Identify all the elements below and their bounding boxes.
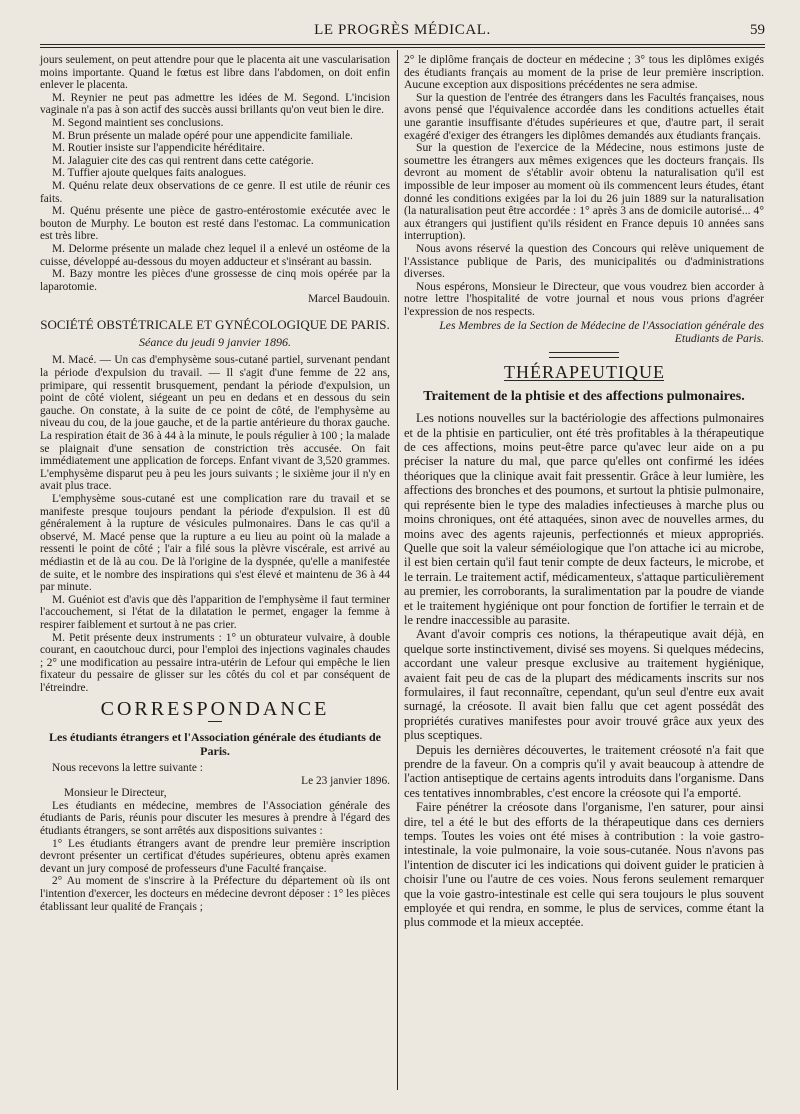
paragraph: M. Delorme présente un malade chez lequel il a enlevé un ostéome de la cuisse, développé au-dessous du moyen adducteur et s'insérant au bassin. (40, 242, 390, 268)
paragraph: Faire pénétrer la créosote dans l'organisme, l'en saturer, pour ainsi dire, tel a été le but des efforts de la thérapeutique dans ces derniers temps. Toutes les voies ont été mises à contribution : la voie gastro-intestinale, la voie pulmonaire, la voie sous-cutanée. Nous n'avons pas l'intention de discuter ici les indications qui doivent guider le praticien à choisir l'une ou l'autre de ces voies. Nous ferons seulement remarquer que la voie gastro-intestinale est celle qui sera toujours le plus souvent employée et qui rendra, en somme, le plus de services, comme étant la plus commode et la mieux acceptée. (404, 800, 764, 930)
journal-title: LE PROGRÈS MÉDICAL. (314, 22, 491, 38)
section-heading: CORRESPONDANCE (100, 697, 330, 720)
header-rule (40, 44, 765, 45)
article-title: Les étudiants étrangers et l'Association générale des étudiants de Paris. (49, 730, 381, 759)
paragraph: M. Brun présente un malade opéré pour une appendicite familiale. (52, 129, 353, 142)
page-header (40, 20, 765, 42)
paragraph: M. Quénu relate deux observations de ce genre. Il est utile de réunir ces faits. (40, 179, 390, 205)
paragraph: M. Quénu présente une pièce de gastro-entérostomie exécutée avec le bouton de Murphy. Le bouton est resté dans l'estomac. La communication est très libre. (40, 205, 390, 243)
therapeutics-article (404, 411, 764, 930)
right-column (404, 54, 764, 930)
section-heading: THÉRAPEUTIQUE (504, 361, 665, 382)
left-column (40, 54, 390, 913)
paragraph: 2° le diplôme français de docteur en médecine ; 3° tous les diplômes exigés des étudiants français au moment de la prise de leur première inscription. Aucune exception aux dispositions précédentes ne sera admise. (404, 53, 764, 92)
paragraph: Depuis les dernières découvertes, le traitement créosoté n'a fait que prendre de la faveur. On a compris qu'il y avait beaucoup à attendre de l'action antiseptique de certains agents introduits dans l'organisme. Dans ces tentatives innombrables, c'est encore la créosote qui l'a emporté. (404, 742, 764, 800)
paragraph: M. Reynier ne peut pas admettre les idées de M. Segond. L'incision vaginale n'a pas à son actif des succès aussi brillants qu'on veut bien le dire. (40, 91, 390, 117)
section-heading: SOCIÉTÉ OBSTÉTRICALE ET GYNÉCOLOGIQUE DE PARIS. (40, 316, 390, 332)
paragraph: Sur la question de l'exercice de la Médecine, nous estimons juste de soumettre les étrangers aux mêmes exigences que les docteurs français. Ils devront au moment de s'établir avoir obtenu la naturalisation qu'il est impossible de leur imposer au moment où ils commencent leurs études, étant donné les conditions exigées par la loi du 26 juin 1889 sur la naturalisation (la naturalisation peut être accordée : 1° après 3 ans de domicile autorisé... 4° aux étrangers qui justifient qu'ils résident en France depuis 10 années sans interruption). (404, 141, 764, 243)
paragraph: Avant d'avoir compris ces notions, la thérapeutique avait déjà, en quelque sorte instinctivement, divisé ses moyens. Si quelques médecins, accordant une valeur presque exclusive au traitement hygiénique, avaient fait peu de cas de la plupart des médicaments inscrits sur nos formulaires, il faut reconnaître, cependant, qu'un seul d'entre eux avait surnagé, la créosote. Il avait bien fallu que cet agent possédât des propriétés curatives manifestes pour avoir trouvé grâce aux yeux des plus sceptiques. (404, 627, 764, 743)
page-number: 59 (750, 22, 765, 38)
paragraph: M. Jalaguier cite des cas qui rentrent dans cette catégorie. (52, 154, 314, 167)
session-date: Séance du jeudi 9 janvier 1896. (139, 334, 291, 349)
paragraph: Les étudiants en médecine, membres de l'Association générale des étudiants de Paris, réunis pour discuter les mesures à prendre à l'égard des étudiants étrangers, se sont arrêtés aux dispositions suivantes : (40, 799, 390, 838)
paragraph: M. Petit présente deux instruments : 1° un obturateur vulvaire, à double courant, en caoutchouc durci, pour l'emploi des injections vaginales chaudes ; 2° une modification au pessaire intra-utérin de Lefour qui empêche le lien fixateur du pessaire de glisser sur les côtés du col et par conséquent de l'étreindre. (40, 631, 390, 694)
paragraph: M. Guéniot est d'avis que dès l'apparition de l'emphysème il faut terminer l'accouchement, si l'état de la dilatation le permet, engager la femme à respirer faiblement et surtout à ne pas crier. (40, 593, 390, 631)
paragraph: 1° Les étudiants étrangers avant de prendre leur première inscription devront présenter un certificat d'études supérieures, obtenu après examen devant un jury composé de professeurs d'une Faculté française. (40, 837, 390, 875)
paragraph: M. Macé. — Un cas d'emphysème sous-cutané partiel, survenant pendant la période d'expulsion du travail. — Il s'agit d'une femme de 22 ans, primipare, qui ressentit brusquement, pendant la période d'expulsion, un point de côté violent, siégeant un peu en dedans et en dessous du sein gauche. On constate, à la suite de ce point de côté, de l'emphysème au niveau du cou, de la joue gauche, et de la partie antérieure du thorax gauche. La respiration était de 36 à 44 à la minute, le pouls régulier à 100 ; la malade se plaignait d'une sensation de constriction très accusée. On fait immédiatement une application de forceps. Enfant vivant de 3,520 grammes. L'emphysème disparut peu à peu les jours suivants ; le sixième jour il n'y en avait plus trace. (40, 354, 390, 493)
heading-rule (208, 721, 222, 722)
paragraph: Sur la question de l'entrée des étrangers dans les Facultés françaises, nous avons pensé que l'équivalence accordée dans les conditions actuelles était une garantie insuffisante d'études supérieures et que, d'autre part, il serait exagéré d'exiger des étrangers les diplômes demandés aux étudiants français. (404, 90, 764, 142)
article-title: Traitement de la phtisie et des affections pulmonaires. (423, 389, 745, 405)
paragraph: M. Routier insiste sur l'appendicite héréditaire. (52, 142, 265, 155)
paragraph: Nous avons réservé la question des Concours qui relève uniquement de l'Assistance publique de Paris, des municipalités ou d'administrations diverses. (404, 241, 764, 281)
letter-signature: Les Membres de la Section de Médecine de l'Association générale des Etudiants de Paris. (439, 319, 764, 346)
signature: Marcel Baudouin. (308, 293, 390, 306)
letter-salutation: Monsieur le Directeur, (64, 787, 167, 800)
column-divider (397, 50, 398, 1090)
paragraph: Nous recevons la lettre suivante : (52, 762, 203, 775)
paragraph: Nous espérons, Monsieur le Directeur, que vous voudrez bien accorder à notre lettre l'hospitalité de votre journal et nous vous prions d'agréer l'expression de nos respects. (404, 279, 764, 318)
paragraph: M. Tuffier ajoute quelques faits analogues. (52, 167, 247, 180)
section-separator (549, 352, 619, 358)
letter-continuation (404, 54, 764, 346)
paragraph: jours seulement, on peut attendre pour que le placenta ait une vascularisation moins importante. Quand le fœtus est libre dans l'abdomen, on doit enfin enlever le placenta. (40, 54, 390, 92)
header-rule-2 (40, 47, 765, 48)
paragraph: Les notions nouvelles sur la bactériologie des affections pulmonaires et de la phtisie en particulier, ont été très profitables à la thérapeutique de ces affections, moins peut-être parce qu'avec leur aide on a pu préciser la nature du mal, que parce qu'elles ont confirmé les idées théoriques que la clinique avait fait pressentir. Grâce à leur lumière, les affections des bronches et des poumons, et surtout la phtisie pulmonaire, qui représente bien le type des maladies infectieuses à marche plus ou moins chroniques, ont été attaquées, sinon avec de nouvelles armes, du moins avec des agents rajeunis, perfectionnés et mieux appropriés. Quelle que soit la valeur séméiologique que l'on attache ici au microbe, il est bien certain qu'il faut tenir compte de deux facteurs, le microbe, et le terrain. Le traitement actif, médicamenteux, s'attaque particulièrement au premier, les corroborants, la suralimentation par la poudre de viande et le traitement hygiénique ont pour fonction de fortifier le terrain et de le rendre inaccessible au parasite. (404, 411, 765, 627)
paragraph: 2° Au moment de s'inscrire à la Préfecture du département où ils ont l'intention d'exercer, les docteurs en médecine devront déposer : 1° les pièces établissant leur qualité de Français ; (40, 875, 390, 913)
paragraph: M. Segond maintient ses conclusions. (52, 116, 224, 129)
letter-date: Le 23 janvier 1896. (301, 774, 390, 787)
paragraph: L'emphysème sous-cutané est une complication rare du travail et se manifeste presque toujours pendant la période d'expulsion. Il est dû généralement à la rupture de vésicules pulmonaires. Dans le cas qu'il a observé, M. Macé pense que la rupture a eu lieu au point où la malade a ressenti le point de côté ; l'air a filé sous la plèvre viscérale, est arrivé au médiastin et de là au cou. De là l'origine de la dyspnée, qu'elle a manifestée de suite, et le nombre des inspirations qui s'est élevé et maintenu de 36 à 44 par minute. (40, 493, 390, 594)
paragraph: M. Bazy montre les pièces d'une grossesse de cinq mois opérée par la laparotomie. (40, 268, 390, 293)
